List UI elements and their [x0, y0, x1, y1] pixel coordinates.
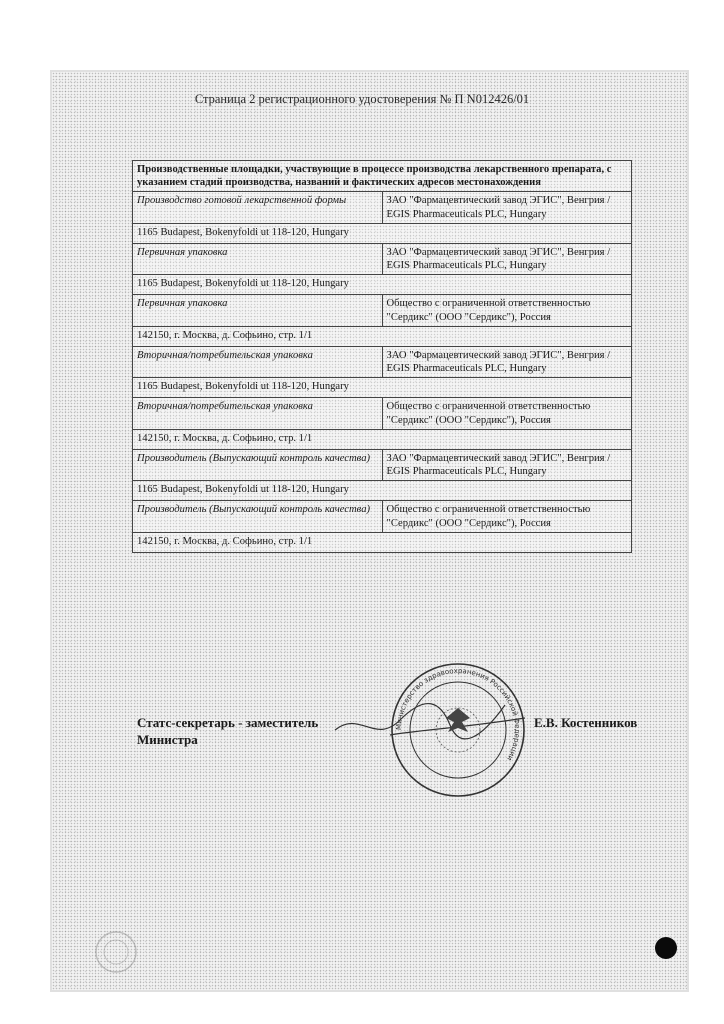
manufacturer-name: ЗАО "Фармацевтический завод ЭГИС", Венгрия / EGIS Pharmaceuticals PLC, Hungary	[382, 192, 632, 223]
site-address: 142150, г. Москва, д. Софьино, стр. 1/1	[133, 326, 632, 346]
corner-emblem-icon	[92, 928, 140, 976]
manufacturer-name: Общество с ограниченной ответственностью "Сердикс" (ООО "Сердикс"), Россия	[382, 295, 632, 326]
table-row	[133, 295, 632, 326]
signatory-title: Статс-секретарь - заместитель Министра	[137, 715, 319, 747]
table-row	[133, 243, 632, 274]
punch-hole	[655, 937, 677, 959]
production-stage: Производитель (Выпускающий контроль качества)	[133, 501, 383, 532]
production-stage: Первичная упаковка	[133, 243, 383, 274]
production-stage: Производитель (Выпускающий контроль качества)	[133, 449, 383, 480]
production-stage: Первичная упаковка	[133, 295, 383, 326]
address-row	[133, 275, 632, 295]
table-row	[133, 398, 632, 429]
page-header: Страница 2 регистрационного удостоверения № П N012426/01	[194, 92, 530, 106]
address-row	[133, 326, 632, 346]
official-seal	[388, 660, 528, 800]
production-sites-table	[132, 160, 632, 553]
manufacturer-name: ЗАО "Фармацевтический завод ЭГИС", Венгрия / EGIS Pharmaceuticals PLC, Hungary	[382, 449, 632, 480]
production-stage: Вторичная/потребительская упаковка	[133, 346, 383, 377]
manufacturer-name: Общество с ограниченной ответственностью "Сердикс" (ООО "Сердикс"), Россия	[382, 501, 632, 532]
table-row	[133, 192, 632, 223]
address-row	[133, 429, 632, 449]
address-row	[133, 532, 632, 552]
table-row	[133, 346, 632, 377]
production-stage: Вторичная/потребительская упаковка	[133, 398, 383, 429]
site-address: 1165 Budapest, Bokenyfoldi ut 118-120, Hungary	[133, 481, 632, 501]
address-row	[133, 223, 632, 243]
manufacturer-name: Общество с ограниченной ответственностью "Сердикс" (ООО "Сердикс"), Россия	[382, 398, 632, 429]
table-heading: Производственные площадки, участвующие в процессе производства лекарственного препарата, с указанием стадий производства, названий и фактических адресов местонахождения	[133, 161, 632, 192]
table-row	[133, 501, 632, 532]
site-address: 1165 Budapest, Bokenyfoldi ut 118-120, Hungary	[133, 223, 632, 243]
site-address: 1165 Budapest, Bokenyfoldi ut 118-120, Hungary	[133, 275, 632, 295]
site-address: 142150, г. Москва, д. Софьино, стр. 1/1	[133, 532, 632, 552]
manufacturer-name: ЗАО "Фармацевтический завод ЭГИС", Венгрия / EGIS Pharmaceuticals PLC, Hungary	[382, 346, 632, 377]
site-address: 142150, г. Москва, д. Софьино, стр. 1/1	[133, 429, 632, 449]
address-row	[133, 481, 632, 501]
production-stage: Производство готовой лекарственной формы	[133, 192, 383, 223]
address-row	[133, 378, 632, 398]
svg-text:Министерство здравоохранения Р: Министерство здравоохранения Российской Федерации	[394, 666, 522, 762]
signatory-name: Е.В. Костенников	[534, 715, 638, 730]
site-address: 1165 Budapest, Bokenyfoldi ut 118-120, Hungary	[133, 378, 632, 398]
manufacturer-name: ЗАО "Фармацевтический завод ЭГИС", Венгрия / EGIS Pharmaceuticals PLC, Hungary	[382, 243, 632, 274]
table-row	[133, 449, 632, 480]
